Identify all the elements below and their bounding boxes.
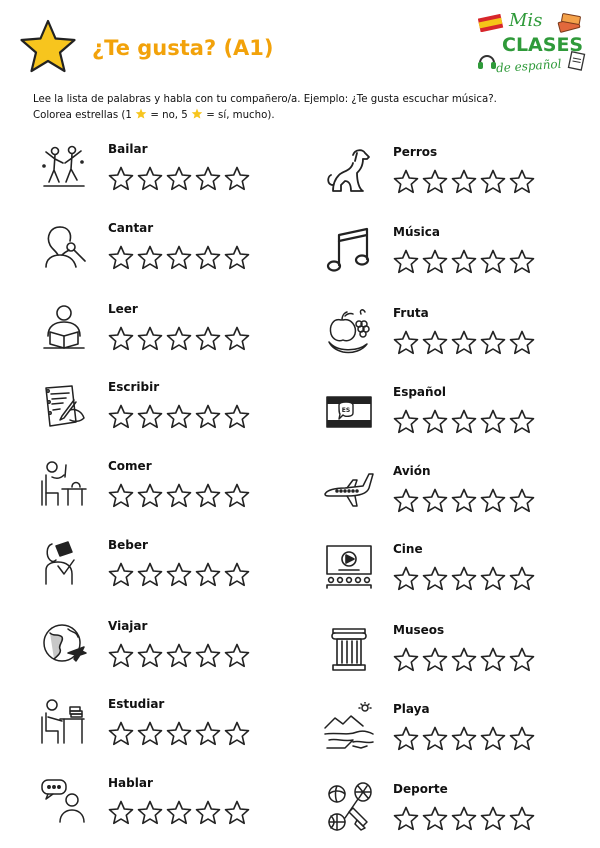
rating-stars[interactable]	[393, 726, 535, 751]
museum-column-icon	[323, 623, 375, 675]
rating-stars[interactable]	[108, 483, 250, 508]
rating-star-icon[interactable]	[166, 562, 192, 587]
rating-star-icon[interactable]	[451, 726, 477, 751]
rating-star-icon[interactable]	[480, 409, 506, 434]
drinking-person-icon	[38, 538, 90, 590]
rating-star-icon[interactable]	[393, 249, 419, 274]
rating-star-icon[interactable]	[166, 326, 192, 351]
item-estudiar	[38, 697, 288, 757]
rating-star-icon[interactable]	[195, 404, 221, 429]
rating-star-icon[interactable]	[224, 245, 250, 270]
rating-star-icon[interactable]	[509, 647, 535, 672]
rating-stars[interactable]	[393, 806, 535, 831]
rating-star-icon[interactable]	[108, 166, 134, 191]
item-bailar	[38, 142, 288, 202]
item-label: Cantar	[108, 221, 154, 235]
rating-star-icon[interactable]	[108, 404, 134, 429]
rating-star-icon[interactable]	[224, 562, 250, 587]
title-star-icon	[18, 18, 78, 74]
rating-star-icon[interactable]	[480, 726, 506, 751]
rating-stars[interactable]	[108, 166, 250, 191]
item-hablar	[38, 776, 288, 836]
rating-star-icon[interactable]	[108, 643, 134, 668]
rating-star-icon[interactable]	[224, 800, 250, 825]
rating-star-icon[interactable]	[108, 326, 134, 351]
rating-star-icon[interactable]	[422, 726, 448, 751]
rating-stars[interactable]	[108, 800, 250, 825]
rating-star-icon[interactable]	[166, 643, 192, 668]
rating-star-icon[interactable]	[422, 249, 448, 274]
rating-stars[interactable]	[393, 249, 535, 274]
rating-star-icon[interactable]	[393, 409, 419, 434]
studying-person-icon	[38, 697, 90, 749]
rating-star-icon[interactable]	[166, 483, 192, 508]
rating-star-icon[interactable]	[480, 806, 506, 831]
rating-stars[interactable]	[393, 169, 535, 194]
rating-star-icon[interactable]	[393, 330, 419, 355]
rating-star-icon[interactable]	[451, 169, 477, 194]
item-museos	[323, 623, 573, 683]
logo-clases: CLASES	[502, 34, 584, 56]
cinema-icon	[323, 542, 375, 594]
item-label: Bailar	[108, 142, 148, 156]
rating-star-icon[interactable]	[137, 643, 163, 668]
star-filled-icon	[135, 108, 147, 119]
rating-star-icon[interactable]	[509, 488, 535, 513]
rating-star-icon[interactable]	[509, 409, 535, 434]
spanish-flag-icon	[323, 385, 375, 437]
eating-person-icon	[38, 459, 90, 511]
rating-star-icon[interactable]	[422, 409, 448, 434]
rating-stars[interactable]	[393, 488, 535, 513]
rating-stars[interactable]	[108, 326, 250, 351]
rating-star-icon[interactable]	[451, 249, 477, 274]
rating-star-icon[interactable]	[393, 566, 419, 591]
item-beber	[38, 538, 288, 598]
rating-star-icon[interactable]	[166, 166, 192, 191]
rating-star-icon[interactable]	[137, 562, 163, 587]
rating-star-icon[interactable]	[195, 166, 221, 191]
rating-star-icon[interactable]	[422, 330, 448, 355]
rating-star-icon[interactable]	[137, 245, 163, 270]
rating-star-icon[interactable]	[195, 562, 221, 587]
rating-star-icon[interactable]	[451, 806, 477, 831]
rating-star-icon[interactable]	[108, 721, 134, 746]
item-label: Hablar	[108, 776, 153, 790]
rating-star-icon[interactable]	[480, 330, 506, 355]
item-cine	[323, 542, 573, 602]
rating-star-icon[interactable]	[393, 169, 419, 194]
rating-star-icon[interactable]	[509, 726, 535, 751]
books-icon	[556, 12, 584, 34]
rating-star-icon[interactable]	[480, 647, 506, 672]
rating-star-icon[interactable]	[224, 166, 250, 191]
item-label: Beber	[108, 538, 148, 552]
writing-hand-icon	[38, 380, 90, 432]
rating-star-icon[interactable]	[509, 806, 535, 831]
rating-star-icon[interactable]	[480, 488, 506, 513]
rating-star-icon[interactable]	[422, 647, 448, 672]
item-label: Museos	[393, 623, 445, 637]
rating-star-icon[interactable]	[393, 647, 419, 672]
rating-star-icon[interactable]	[393, 806, 419, 831]
rating-star-icon[interactable]	[166, 404, 192, 429]
rating-star-icon[interactable]	[137, 326, 163, 351]
item-label: Estudiar	[108, 697, 165, 711]
logo-de-espanol: de español	[495, 56, 562, 76]
rating-stars[interactable]	[108, 245, 250, 270]
item-fruta	[323, 306, 573, 366]
item-escribir	[38, 380, 288, 440]
item-musica	[323, 225, 573, 285]
item-comer	[38, 459, 288, 519]
item-perros	[323, 145, 573, 205]
rating-stars[interactable]	[393, 566, 535, 591]
dog-icon	[323, 145, 375, 197]
rating-stars[interactable]	[393, 330, 535, 355]
rating-star-icon[interactable]	[393, 726, 419, 751]
rating-star-icon[interactable]	[224, 326, 250, 351]
spain-flag-icon	[478, 14, 504, 32]
rating-star-icon[interactable]	[451, 409, 477, 434]
rating-star-icon[interactable]	[224, 404, 250, 429]
item-label: Música	[393, 225, 440, 239]
rating-star-icon[interactable]	[480, 169, 506, 194]
rating-star-icon[interactable]	[451, 330, 477, 355]
item-label: Avión	[393, 464, 431, 478]
rating-star-icon[interactable]	[195, 326, 221, 351]
rating-star-icon[interactable]	[108, 245, 134, 270]
rating-stars[interactable]	[393, 647, 535, 672]
rating-star-icon[interactable]	[195, 245, 221, 270]
rating-star-icon[interactable]	[422, 169, 448, 194]
rating-star-icon[interactable]	[509, 330, 535, 355]
sports-icon	[323, 782, 375, 834]
instructions-line-1: Lee la lista de palabras y habla con tu compañero/a. Ejemplo: ¿Te gusta escuchar música?.	[33, 94, 497, 105]
rating-star-icon[interactable]	[224, 643, 250, 668]
item-label: Perros	[393, 145, 438, 159]
item-label: Escribir	[108, 380, 160, 394]
logo-mis: Mis	[509, 10, 543, 31]
airplane-icon	[323, 464, 375, 516]
rating-star-icon[interactable]	[137, 800, 163, 825]
page-title: ¿Te gusta? (A1)	[92, 36, 274, 60]
rating-star-icon[interactable]	[195, 800, 221, 825]
rating-star-icon[interactable]	[108, 562, 134, 587]
rating-star-icon[interactable]	[480, 566, 506, 591]
item-label: Playa	[393, 702, 430, 716]
rating-star-icon[interactable]	[509, 249, 535, 274]
mis-clases-logo	[474, 6, 590, 82]
reading-person-icon	[38, 302, 90, 354]
rating-star-icon[interactable]	[509, 169, 535, 194]
speaking-person-icon	[38, 776, 90, 828]
rating-star-icon[interactable]	[224, 721, 250, 746]
beach-icon	[323, 702, 375, 754]
rating-star-icon[interactable]	[166, 245, 192, 270]
item-label: Cine	[393, 542, 423, 556]
rating-star-icon[interactable]	[137, 483, 163, 508]
item-playa	[323, 702, 573, 762]
rating-star-icon[interactable]	[422, 806, 448, 831]
instructions	[33, 92, 578, 124]
rating-star-icon[interactable]	[108, 483, 134, 508]
rating-star-icon[interactable]	[480, 249, 506, 274]
item-label: Español	[393, 385, 446, 399]
item-avion	[323, 464, 573, 524]
music-note-icon	[323, 225, 375, 277]
item-label: Deporte	[393, 782, 448, 796]
rating-star-icon[interactable]	[451, 566, 477, 591]
rating-star-icon[interactable]	[509, 566, 535, 591]
rating-star-icon[interactable]	[195, 721, 221, 746]
item-label: Leer	[108, 302, 138, 316]
fruit-icon	[323, 306, 375, 358]
rating-star-icon[interactable]	[451, 488, 477, 513]
item-leer	[38, 302, 288, 362]
instructions-line-2: Colorea estrellas (1 = no, 5 = sí, mucho).	[33, 110, 275, 121]
rating-star-icon[interactable]	[422, 488, 448, 513]
item-label: Fruta	[393, 306, 429, 320]
rating-star-icon[interactable]	[451, 647, 477, 672]
rating-star-icon[interactable]	[393, 488, 419, 513]
spanish-flag-badge: ES	[341, 407, 351, 414]
rating-stars[interactable]	[108, 562, 250, 587]
star-filled-icon	[191, 108, 203, 119]
rating-star-icon[interactable]	[137, 404, 163, 429]
rating-star-icon[interactable]	[108, 800, 134, 825]
item-cantar	[38, 221, 288, 281]
rating-stars[interactable]	[108, 643, 250, 668]
item-label: Viajar	[108, 619, 148, 633]
rating-star-icon[interactable]	[422, 566, 448, 591]
rating-stars[interactable]	[108, 721, 250, 746]
rating-star-icon[interactable]	[166, 800, 192, 825]
rating-star-icon[interactable]	[137, 166, 163, 191]
rating-stars[interactable]	[393, 409, 535, 434]
item-viajar	[38, 619, 288, 679]
item-deporte	[323, 782, 573, 842]
item-label: Comer	[108, 459, 152, 473]
rating-star-icon[interactable]	[137, 721, 163, 746]
rating-stars[interactable]	[108, 404, 250, 429]
rating-star-icon[interactable]	[224, 483, 250, 508]
rating-star-icon[interactable]	[195, 483, 221, 508]
dancers-icon	[38, 142, 90, 194]
globe-plane-icon	[38, 619, 90, 671]
singer-microphone-icon	[38, 221, 90, 273]
rating-star-icon[interactable]	[166, 721, 192, 746]
rating-star-icon[interactable]	[195, 643, 221, 668]
item-espanol	[323, 385, 573, 445]
